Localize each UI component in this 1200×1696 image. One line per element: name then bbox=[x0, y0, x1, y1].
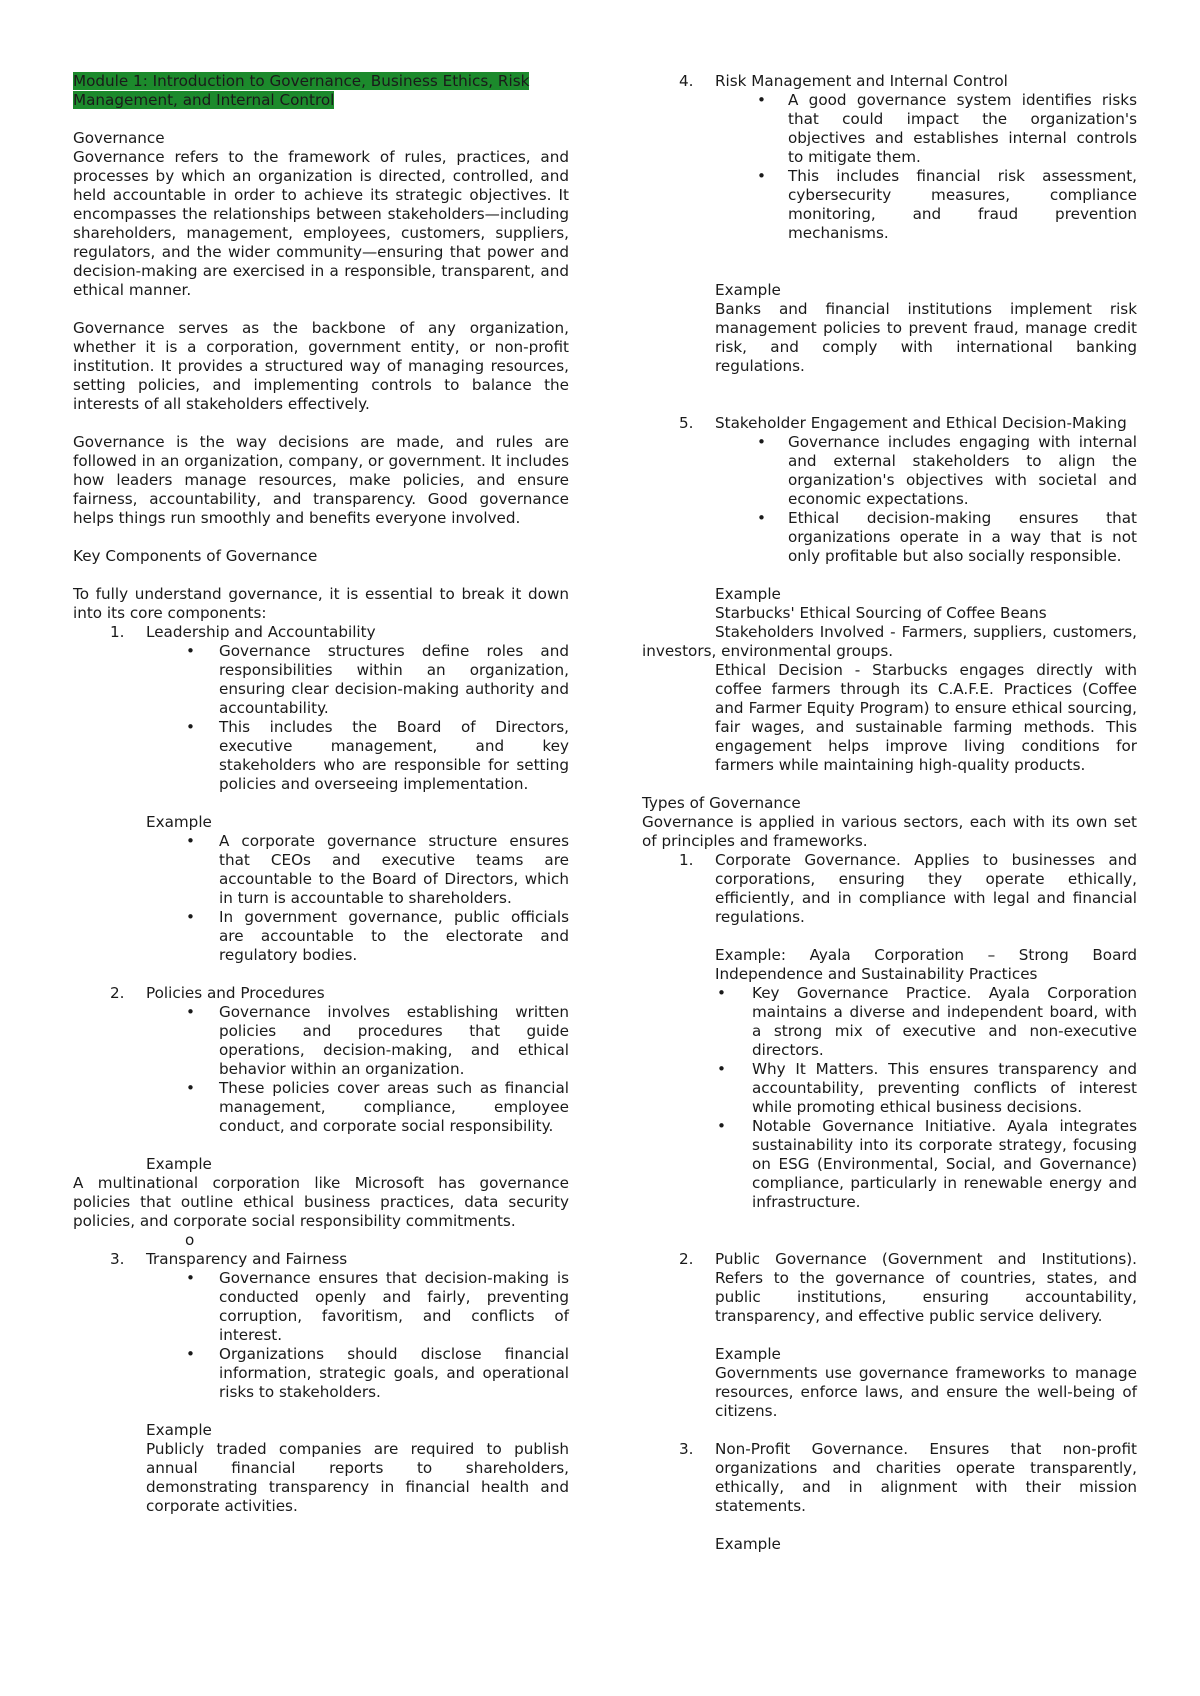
bullet-icon: • bbox=[717, 984, 726, 1002]
bullet-item: • This includes the Board of Directors, executive management, and key stakeholders who are responsible for setting policies and overseeing implementation. bbox=[186, 718, 569, 793]
bullet-item: • A good governance system identifies risks that could impact the organization's objectives and establishes internal controls to mitigate them. bbox=[757, 91, 1137, 166]
stakeholders-involved: Stakeholders Involved - Farmers, suppliers, customers, investors, environmental groups. bbox=[642, 623, 1137, 660]
list-number: 3. bbox=[110, 1250, 125, 1268]
bullet-icon: • bbox=[717, 1117, 726, 1135]
example-text: Governments use governance frameworks to manage resources, enforce laws, and ensure the well-being of citizens. bbox=[715, 1364, 1137, 1420]
example-label: Example bbox=[715, 1345, 781, 1363]
governance-paragraph-1: Governance refers to the framework of rules, practices, and processes by which an organization is directed, controlled, and held accountable in order to achieve its strategic objectives. It encompasses the relationships between stakeholders—including shareholders, management, employees, customers, suppliers, regulators, and the wider community—ensuring that power and decision-making are exercised in a responsible, transparent, and ethical manner. bbox=[73, 148, 569, 299]
list-number: 2. bbox=[679, 1250, 694, 1268]
bullet-item: • Governance ensures that decision-making is conducted openly and fairly, preventing corruption, favoritism, and conflicts of interest. bbox=[186, 1269, 569, 1344]
bullet-icon: • bbox=[757, 509, 766, 527]
example-text: Publicly traded companies are required to publish annual financial reports to shareholders, demonstrating transparency in financial health and corporate activities. bbox=[146, 1440, 569, 1515]
bullet-icon: • bbox=[186, 1345, 195, 1363]
bullet-item: • Notable Governance Initiative. Ayala integrates sustainability into its corporate strategy, focusing on ESG (Environmental, Social, and Governance) compliance, particularly in renewable energy and infrastructure. bbox=[717, 1117, 1137, 1211]
type-item-2: 2. Public Governance (Government and Institutions). Refers to the governance of countries, states, and public institutions, ensuring accountability, transparency, and effective public service delivery. bbox=[679, 1250, 1137, 1325]
type-item-3: 3. Non-Profit Governance. Ensures that non-profit organizations and charities operate transparently, ethically, and in alignment with their mission statements. bbox=[679, 1440, 1137, 1515]
bullet-item: • Organizations should disclose financial information, strategic goals, and operational risks to stakeholders. bbox=[186, 1345, 569, 1401]
bullet-icon: • bbox=[757, 167, 766, 185]
example-label: Example bbox=[715, 281, 781, 299]
governance-heading: Governance bbox=[73, 129, 165, 147]
bullet-item: • A corporate governance structure ensures that CEOs and executive teams are accountable to the Board of Directors, which in turn is accountable to shareholders. bbox=[186, 832, 569, 907]
types-intro: Governance is applied in various sectors, each with its own set of principles and frameworks. bbox=[642, 813, 1137, 850]
example-label: Example bbox=[715, 1535, 781, 1553]
list-item-2 bbox=[73, 984, 569, 1003]
bullet-icon: • bbox=[186, 718, 195, 736]
governance-paragraph-3: Governance is the way decisions are made, and rules are followed in an organization, company, or government. It includes how leaders manage resources, make policies, and ensure fairness, accountability, and transparency. Good governance helps things run smoothly and benefits everyone involved. bbox=[73, 433, 569, 527]
bullet-icon: • bbox=[186, 1003, 195, 1021]
bullet-icon: • bbox=[717, 1060, 726, 1078]
list-number: 3. bbox=[679, 1440, 694, 1458]
bullet-item: • In government governance, public officials are accountable to the electorate and regulatory bodies. bbox=[186, 908, 569, 964]
bullet-icon: • bbox=[186, 642, 195, 660]
list-item-4 bbox=[642, 72, 1137, 91]
example-text: Banks and financial institutions implement risk management policies to prevent fraud, manage credit risk, and comply with international banking regulations. bbox=[715, 300, 1137, 375]
list-number: 1. bbox=[110, 623, 125, 641]
bullet-icon: • bbox=[186, 1269, 195, 1287]
case-title: Starbucks' Ethical Sourcing of Coffee Beans bbox=[715, 604, 1047, 622]
list-number: 4. bbox=[679, 72, 694, 90]
bullet-item: • Governance structures define roles and responsibilities within an organization, ensuring clear decision-making authority and accountability. bbox=[186, 642, 569, 717]
example-text: A multinational corporation like Microsoft has governance policies that outline ethical business practices, data security policies, and corporate social responsibility commitments. bbox=[73, 1174, 569, 1230]
left-column bbox=[73, 72, 569, 1516]
example-label: Example bbox=[146, 1421, 212, 1439]
bullet-item: • This includes financial risk assessment, cybersecurity measures, compliance monitoring, and fraud prevention mechanisms. bbox=[757, 167, 1137, 242]
bullet-icon: • bbox=[757, 91, 766, 109]
example-label: Example: Ayala Corporation – Strong Board Independence and Sustainability Practices bbox=[715, 946, 1137, 983]
bullet-item: • Governance includes engaging with internal and external stakeholders to align the organization's objectives with societal and economic expectations. bbox=[757, 433, 1137, 508]
bullet-icon: • bbox=[757, 433, 766, 451]
bullet-icon: • bbox=[186, 1079, 195, 1097]
example-label: Example bbox=[715, 585, 781, 603]
list-number: 1. bbox=[679, 851, 694, 869]
example-label: Example bbox=[146, 1155, 212, 1173]
bullet-item: • Governance involves establishing written policies and procedures that guide operations, decision-making, and ethical behavior within an organization. bbox=[186, 1003, 569, 1078]
list-number: 2. bbox=[110, 984, 125, 1002]
ethical-decision: Ethical Decision - Starbucks engages directly with coffee farmers through its C.A.F.E. Practices (Coffee and Farmer Equity Program) to ensure ethical sourcing, fair wages, and sustainable farming methods. This engagement helps improve living conditions for farmers while maintaining high-quality products. bbox=[715, 661, 1137, 774]
governance-paragraph-2: Governance serves as the backbone of any organization, whether it is a corporation, government entity, or non-profit institution. It provides a structured way of managing resources, setting policies, and implementing controls to balance the interests of all stakeholders effectively. bbox=[73, 319, 569, 413]
bullet-icon: • bbox=[186, 832, 195, 850]
bullet-icon: • bbox=[186, 908, 195, 926]
type-item-1: 1. Corporate Governance. Applies to businesses and corporations, ensuring they operate ethically, efficiently, and in compliance with legal and financial regulations. bbox=[679, 851, 1137, 926]
key-components-intro: To fully understand governance, it is essential to break it down into its core components: bbox=[73, 585, 569, 622]
bullet-item: • Ethical decision-making ensures that organizations operate in a way that is not only profitable but also socially responsible. bbox=[757, 509, 1137, 565]
key-components-heading: Key Components of Governance bbox=[73, 547, 318, 565]
bullet-item: • Why It Matters. This ensures transparency and accountability, preventing conflicts of interest while promoting ethical business decisions. bbox=[717, 1060, 1137, 1116]
right-column bbox=[642, 72, 1137, 1554]
component-title: Policies and Procedures bbox=[146, 984, 325, 1002]
component-title: Stakeholder Engagement and Ethical Decision-Making bbox=[715, 414, 1127, 432]
list-item-1 bbox=[73, 623, 569, 642]
component-title: Leadership and Accountability bbox=[146, 623, 376, 641]
list-item-3 bbox=[73, 1250, 569, 1269]
module-title: Module 1: Introduction to Governance, Business Ethics, Risk Management, and Internal Control bbox=[73, 72, 530, 109]
component-title: Risk Management and Internal Control bbox=[715, 72, 1008, 90]
bullet-item: • These policies cover areas such as financial management, compliance, employee conduct, and corporate social responsibility. bbox=[186, 1079, 569, 1135]
list-number: 5. bbox=[679, 414, 694, 432]
types-heading: Types of Governance bbox=[642, 794, 801, 812]
example-label: Example bbox=[146, 813, 212, 831]
component-title: Transparency and Fairness bbox=[146, 1250, 348, 1268]
list-item-5 bbox=[642, 414, 1137, 433]
stray-bullet-marker: o bbox=[185, 1231, 195, 1249]
bullet-item: • Key Governance Practice. Ayala Corporation maintains a diverse and independent board, with a strong mix of executive and non-executive directors. bbox=[717, 984, 1137, 1059]
